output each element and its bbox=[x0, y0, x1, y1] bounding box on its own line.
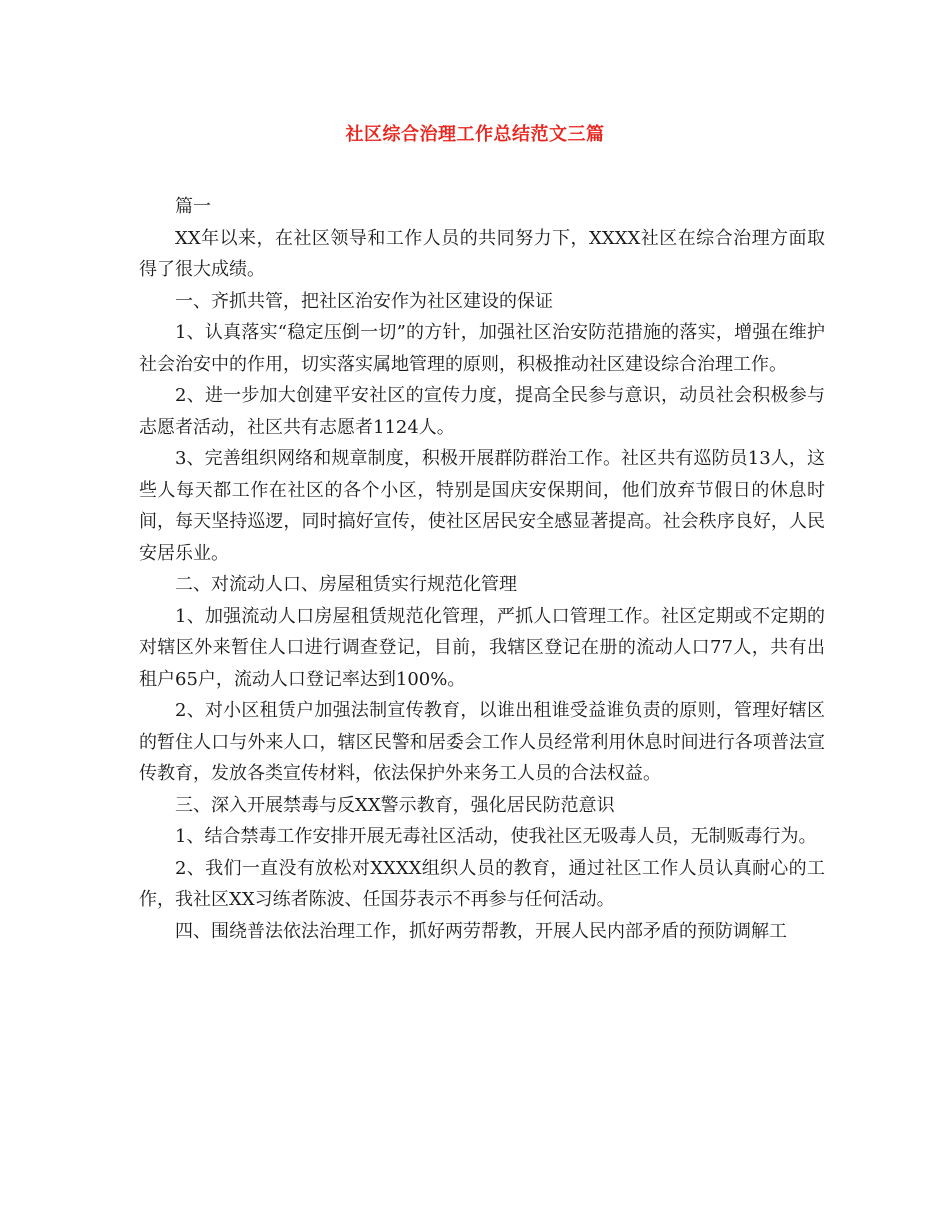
section-heading-part-one: 篇一 bbox=[175, 196, 211, 217]
section-heading-4: 四、围绕普法依法治理工作，抓好两劳帮教，开展人民内部矛盾的预防调解工 bbox=[175, 920, 787, 942]
section-heading-2: 二、对流动人口、房屋租赁实行规范化管理 bbox=[175, 574, 517, 595]
paragraph-2-1: 1、加强流动人口房屋租赁规范化管理，严抓人口管理工作。社区定期或不定期的对辖区外来暂住人口进行调查登记，目前，我辖区登记在册的流动人口77人，共有出租户65户，流动人口登记率达到100%。 bbox=[139, 605, 825, 690]
paragraph-2-2: 2、对小区租赁户加强法制宣传教育，以谁出租谁受益谁负责的原则，管理好辖区的暂住人口与外来人口，辖区民警和居委会工作人员经常利用休息时间进行各项普法宣传教育，发放各类宣传材料，依法保护外来务工人员的合法权益。 bbox=[139, 700, 825, 784]
paragraph-3-2: 2、我们一直没有放松对XXXX组织人员的教育，通过社区工作人员认真耐心的工作，我社区XX习练者陈波、任国芬表示不再参与任何活动。 bbox=[139, 857, 825, 910]
paragraph-1-3: 3、完善组织网络和规章制度，积极开展群防群治工作。社区共有巡防员13人，这些人每天都工作在社区的各个小区，特别是国庆安保期间，他们放弃节假日的休息时间，每天坚持巡逻，同时搞好宣传，使社区居民安全感显著提高。社会秩序良好，人民安居乐业。 bbox=[139, 448, 825, 564]
document-title: 社区综合治理工作总结范文三篇 bbox=[345, 124, 605, 145]
paragraph-3-1: 1、结合禁毒工作安排开展无毒社区活动，使我社区无吸毒人员，无制贩毒行为。 bbox=[175, 826, 817, 847]
section-heading-1: 一、齐抓共管，把社区治安作为社区建设的保证 bbox=[175, 290, 553, 312]
paragraph-1-1: 1、认真落实“稳定压倒一切”的方针，加强社区治安防范措施的落实，增强在维护社会治安中的作用，切实落实属地管理的原则，积极推动社区建设综合治理工作。 bbox=[139, 322, 825, 375]
section-heading-3: 三、深入开展禁毒与反XX警示教育，强化居民防范意识 bbox=[175, 794, 615, 816]
paragraph-intro: XX年以来，在社区领导和工作人员的共同努力下，XXXX社区在综合治理方面取得了很大成绩。 bbox=[139, 227, 825, 280]
document-body bbox=[139, 191, 825, 947]
paragraph-1-2: 2、进一步加大创建平安社区的宣传力度，提高全民参与意识，动员社会积极参与志愿者活动，社区共有志愿者1124人。 bbox=[139, 385, 825, 438]
